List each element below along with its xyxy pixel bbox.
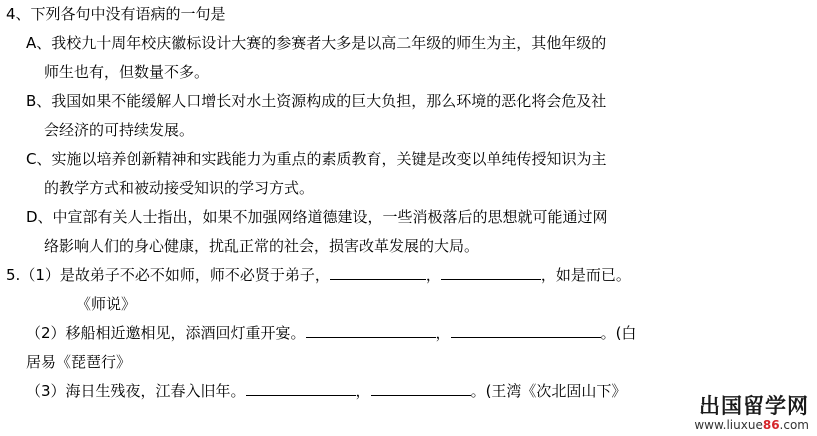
item-3-tail: 。(王湾《次北固山下》	[470, 382, 627, 400]
item-1-source: 《师说》	[76, 295, 137, 313]
item-1-tail: ，如是而已。	[540, 266, 631, 284]
option-d-line-2: 络影响人们的身心健康，扰乱正常的社会，损害改革发展的大局。	[44, 237, 480, 255]
watermark-url-suffix: .com	[779, 418, 809, 432]
item-2-text: （2）移船相近邀相见，添酒回灯重开宴。	[26, 324, 306, 342]
option-d-line-1: D、中宣部有关人士指出，如果不加强网络道德建设，一些消极落后的思想就可能通过网	[26, 208, 608, 226]
question-5-number: 5.	[6, 266, 21, 284]
option-b-line-2: 会经济的可持续发展。	[44, 121, 195, 139]
item-2-tail: 。(白	[600, 324, 637, 342]
separator: ，	[355, 382, 371, 400]
answer-blank[interactable]	[441, 265, 541, 280]
option-c-line-1: C、实施以培养创新精神和实践能力为重点的素质教育，关键是改变以单纯传授知识为主	[26, 150, 607, 168]
site-watermark	[694, 394, 809, 432]
question-5-item-3	[26, 381, 626, 401]
answer-blank[interactable]	[451, 323, 601, 338]
watermark-title: 出国留学网	[699, 394, 809, 418]
separator: ，	[425, 266, 441, 284]
option-b-line-1: B、我国如果不能缓解人口增长对水土资源构成的巨大负担，那么环境的恶化将会危及社	[26, 92, 607, 110]
option-a-line-1: A、我校九十周年校庆徽标设计大赛的参赛者大多是以高二年级的师生为主，其他年级的	[26, 34, 607, 52]
answer-blank[interactable]	[306, 323, 436, 338]
question-5-item-2	[26, 323, 636, 343]
watermark-url	[694, 418, 809, 432]
watermark-url-accent: 86	[762, 418, 780, 432]
separator: ，	[435, 324, 451, 342]
option-a-line-2: 师生也有，但数量不多。	[44, 63, 210, 81]
item-1-text: （1）是故弟子不必不如师，师不必贤于弟子，	[20, 266, 330, 284]
answer-blank[interactable]	[330, 265, 426, 280]
option-c-line-2: 的教学方式和被动接受知识的学习方式。	[44, 179, 315, 197]
answer-blank[interactable]	[246, 381, 356, 396]
item-3-text: （3）海日生残夜，江春入旧年。	[26, 382, 246, 400]
answer-blank[interactable]	[371, 381, 471, 396]
watermark-url-prefix: www.liuxue	[694, 418, 763, 432]
question-5-item-1	[6, 265, 631, 285]
question-4-stem: 4、下列各句中没有语病的一句是	[6, 5, 226, 23]
item-2-source: 居易《琵琶行》	[26, 353, 132, 371]
